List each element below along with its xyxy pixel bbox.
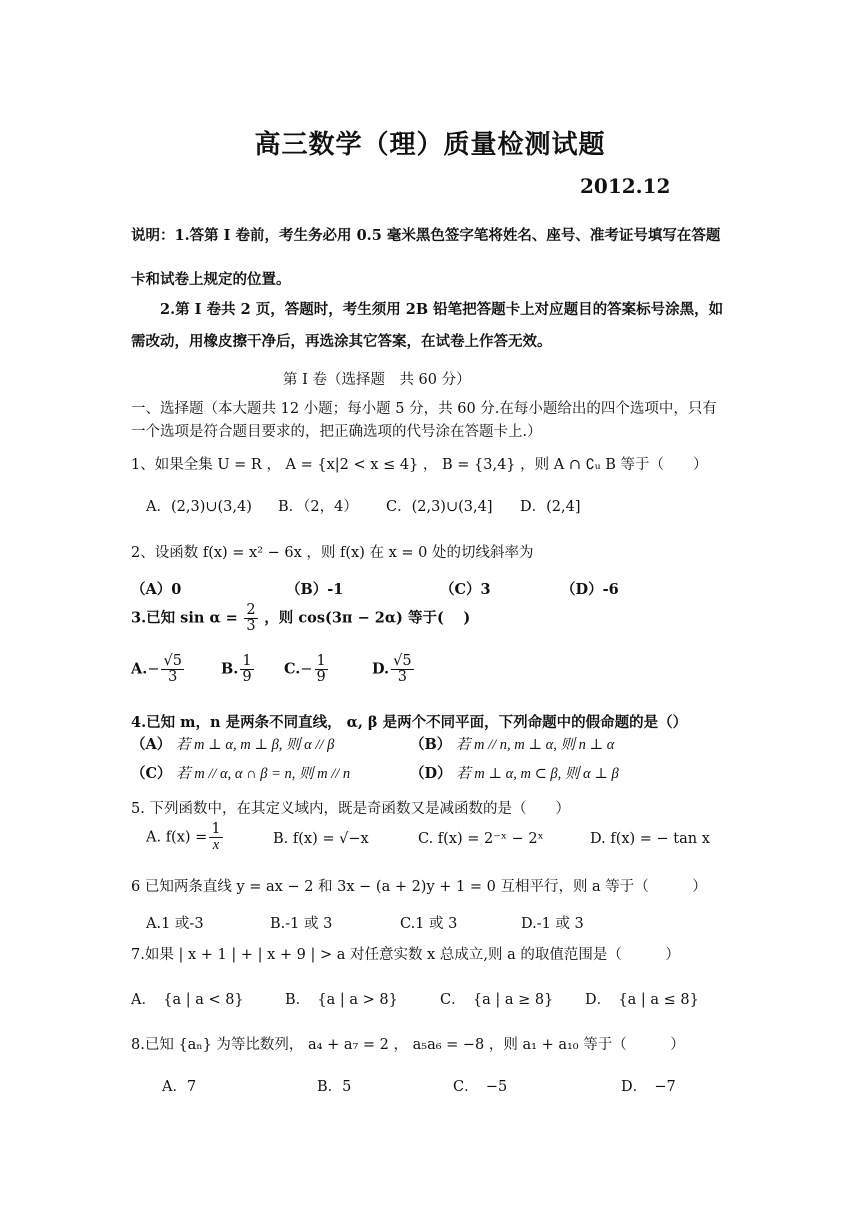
frac-den: 3	[397, 669, 407, 686]
section-header: 第 I 卷（选择题 共 60 分）	[283, 372, 471, 388]
option-label: （C）	[131, 765, 172, 782]
question-3-option-d	[372, 654, 416, 685]
option-label: D.	[372, 660, 390, 678]
option-fraction	[240, 654, 253, 685]
question-5-option-c: C. f(x) = 2⁻ˣ − 2ˣ	[418, 831, 544, 847]
question-6-stem: 6 已知两条直线 y = ax − 2 和 3x − (a + 2)y + 1 = 0 互相平行，则 a 等于（ ）	[131, 879, 707, 895]
instruction-line-1: 说明：1.答第 I 卷前，考生务必用 0.5 毫米黑色签字笔将姓名、座号、准考证号填写在答题	[131, 227, 721, 244]
question-4-option-c	[131, 762, 350, 783]
question-2-option-c: （C）3	[440, 581, 491, 598]
question-3-frac-den: 3	[246, 618, 256, 635]
question-2-stem: 2、设函数 f(x) = x² − 6x ，则 f(x) 在 x = 0 处的切线斜率为	[131, 545, 534, 561]
frac-num: √5	[163, 653, 182, 669]
question-7-option-a: A． {a | a < 8}	[131, 992, 244, 1008]
question-4-option-b	[410, 733, 614, 754]
question-6-option-a: A.1 或-3	[146, 916, 204, 932]
question-1-option-d: D．(2,4]	[520, 499, 581, 515]
question-1-stem: 1、如果全集 U = R ， A = {x|2 < x ≤ 4} ， B = {3,4} ，则 A ∩ ∁ᵤ B 等于（ ）	[131, 457, 708, 473]
option-fraction	[209, 822, 222, 853]
instruction-line-3: 2.第 I 卷共 2 页，答题时，考生须用 2B 铅笔把答题卡上对应题目的答案标号涂黑，如	[160, 301, 724, 318]
question-3-option-b	[221, 654, 256, 685]
part1-intro-line-2: 一个选项是符合题目要求的，把正确选项的代号涂在答题卡上.）	[131, 424, 542, 440]
question-8-option-a: A．7	[162, 1079, 197, 1095]
question-6-option-b: B.-1 或 3	[270, 916, 333, 932]
question-5-option-d: D. f(x) = − tan x	[590, 831, 710, 847]
frac-den: 9	[316, 669, 326, 686]
frac-num: √5	[393, 653, 412, 669]
question-2-option-d: （D）-6	[561, 581, 619, 598]
question-3-frac-num: 2	[246, 602, 256, 618]
option-label: （A）	[131, 736, 172, 753]
option-text: 若 m // α, α ∩ β = n, 则 m // n	[176, 766, 351, 782]
option-sign: −	[300, 661, 313, 678]
frac-den: x	[212, 837, 220, 854]
frac-den: 3	[168, 669, 178, 686]
exam-date: 2012.12	[580, 174, 671, 198]
frac-num: 1	[242, 653, 252, 669]
option-fraction	[391, 654, 413, 685]
question-8-option-b: B．5	[317, 1079, 352, 1095]
question-7-option-c: C． {a | a ≥ 8}	[440, 992, 554, 1008]
question-8-stem: 8.已知 {aₙ} 为等比数列， a₄ + a₇ = 2 ， a₅a₆ = −8 ，则 a₁ + a₁₀ 等于（ ）	[131, 1037, 685, 1053]
question-5-option-a	[146, 822, 225, 853]
question-3-option-c	[284, 654, 330, 685]
option-fraction	[161, 654, 183, 685]
question-7-option-d: D． {a | a ≤ 8}	[585, 992, 699, 1008]
option-prefix: A. f(x) =	[146, 829, 208, 846]
question-3-fraction	[244, 603, 257, 634]
question-3-prefix: 3.已知 sin α =	[131, 609, 238, 627]
question-7-option-b: B． {a | a > 8}	[285, 992, 398, 1008]
question-2-option-b: （B）-1	[286, 581, 344, 598]
option-sign: −	[147, 661, 160, 678]
question-1-option-a: A．(2,3)∪(3,4)	[146, 499, 252, 515]
question-4-stem: 4.已知 m，n 是两条不同直线， α, β 是两个不同平面，下列命题中的假命题的是（）	[131, 714, 688, 731]
part1-intro-line-1: 一、选择题（本大题共 12 小题；每小题 5 分，共 60 分.在每小题给出的四个选项中，只有	[131, 401, 717, 417]
question-4-option-a	[131, 733, 334, 754]
option-text: 若 m // n, m ⊥ α, 则 n ⊥ α	[455, 737, 615, 753]
question-4-option-d	[410, 762, 619, 783]
option-label: C.	[284, 660, 301, 678]
page-title: 高三数学（理）质量检测试题	[254, 130, 606, 160]
question-6-option-d: D.-1 或 3	[521, 916, 584, 932]
instruction-line-4: 需改动，用橡皮擦干净后，再选涂其它答案，在试卷上作答无效。	[131, 333, 552, 350]
question-1-option-b: B．（2，4）	[278, 499, 358, 515]
question-1-option-c: C．(2,3)∪(3,4]	[386, 499, 493, 515]
question-2-option-a: （A）0	[131, 581, 182, 598]
question-3-option-a	[131, 654, 186, 685]
frac-den: 9	[242, 669, 252, 686]
instruction-line-2: 卡和试卷上规定的位置。	[131, 271, 291, 288]
option-text: 若 m ⊥ α, m ⊂ β, 则 α ⊥ β	[456, 766, 619, 782]
frac-num: 1	[211, 821, 221, 837]
option-label: A.	[131, 660, 148, 678]
question-5-stem: 5. 下列函数中，在其定义域内，既是奇函数又是减函数的是（ ）	[131, 801, 570, 817]
option-fraction	[315, 654, 328, 685]
question-7-stem: 7.如果 | x + 1 | + | x + 9 | > a 对任意实数 x 总成立,则 a 的取值范围是（ ）	[131, 947, 680, 963]
option-label: B.	[221, 660, 239, 678]
question-3-suffix: ，则 cos(3π − 2α) 等于( )	[264, 609, 471, 627]
option-text: 若 m ⊥ α, m ⊥ β, 则 α // β	[175, 737, 335, 753]
question-8-option-c: C． −5	[453, 1079, 508, 1095]
question-8-option-d: D． −7	[621, 1079, 676, 1095]
question-5-option-b: B. f(x) = √−x	[273, 831, 369, 847]
question-6-option-c: C.1 或 3	[400, 916, 458, 932]
frac-num: 1	[316, 653, 326, 669]
question-3-stem	[131, 603, 470, 634]
option-label: （B）	[410, 736, 452, 753]
option-label: （D）	[410, 765, 452, 782]
